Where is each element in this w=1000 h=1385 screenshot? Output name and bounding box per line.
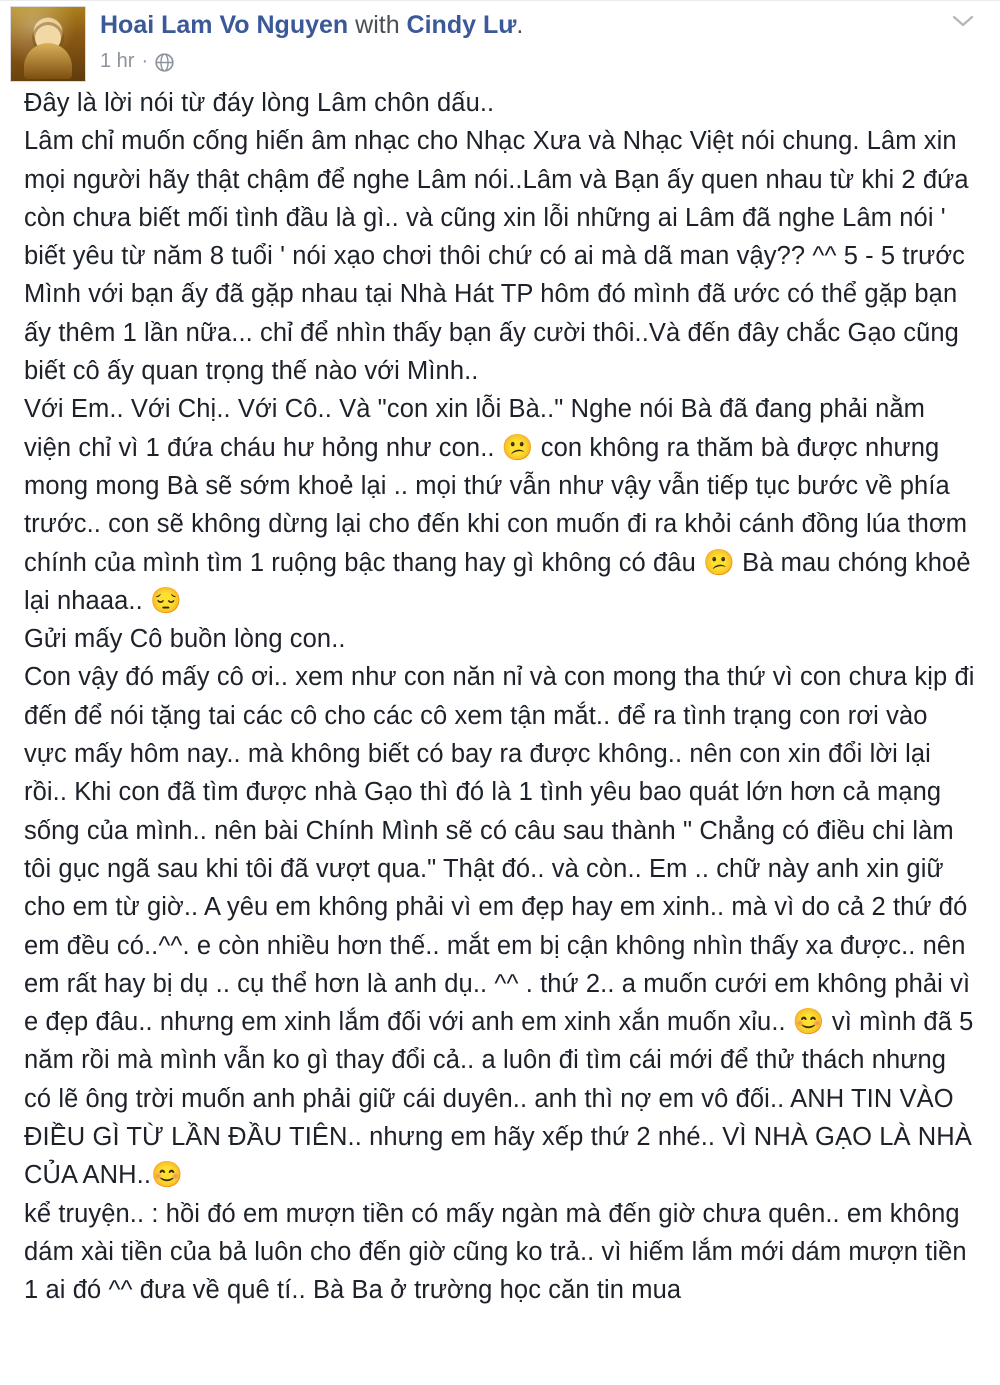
post-paragraph: Con vậy đó mấy cô ơi.. xem như con năn nỉ và con mong tha thứ vì con chưa kịp đi đến để nói tặng tai các cô cho các cô xem tận mắt.. để ra tình trạng con rơi vào vực mấy hôm nay.. mà không biết có bay ra được không.. nên con xin đổi lời lại rồi.. Khi con đã tìm được nhà Gạo thì đó là 1 tình yêu bao quát lớn hơn cả mạng sống của mình.. nên bài Chính Mình sẽ có câu sau thành " Chẳng có điều chi làm tôi gục ngã sau khi tôi đã vượt qua." Thật đó.. và còn.. Em .. chữ này anh xin giữ cho em từ giờ.. A yêu em không phải vì em đẹp hay em xinh.. mà vì do cả 2 thứ đó em đều có..^^. e còn nhiều hơn thế.. mắt em bị cận không nhìn thấy xa được.. nên em rất hay bị dụ .. cụ thể hơn là anh dụ.. ^^ . thứ 2.. a muốn cưới em không phải vì e đẹp đâu.. nhưng em xinh lắm đối với anh em xinh xắn muốn xỉu.. 😊 vì mình đã 5 năm rồi mà mình vẫn ko gì thay đổi cả.. a luôn đi tìm cái mới để thử thách nhưng có lẽ ông trời muốn anh phải giữ cái duyên.. anh thì nợ em vô đối.. ANH TIN VÀO ĐIỀU GÌ TỪ LẦN ĐẦU TIÊN.. nhưng em hãy xếp thứ 2 nhé.. VÌ NHÀ GẠO LÀ NHÀ CỦA ANH..😊 bbox=[24, 663, 975, 1190]
post-paragraph: kể truyện.. : hồi đó em mượn tiền có mấy ngàn mà đến giờ chưa quên.. em không dám xài tiền của bả luôn cho đến giờ cũng ko trả.. vì hiếm lắm mới dám mượn tiền 1 ai đó ^^ đưa về quê tí.. Bà Ba ở trường học căn tin mua bbox=[24, 1199, 967, 1305]
byline-period: . bbox=[516, 11, 524, 39]
post-author-link[interactable]: Hoai Lam Vo Nguyen bbox=[100, 11, 349, 39]
post-paragraph: Đây là lời nói từ đáy lòng Lâm chôn dấu.. bbox=[24, 89, 495, 117]
post-byline bbox=[100, 10, 523, 40]
post-header-text bbox=[100, 6, 523, 73]
post-paragraph: Gửi mấy Cô buồn lòng con.. bbox=[24, 625, 346, 654]
post-header bbox=[0, 0, 1000, 84]
post-paragraph: Lâm chỉ muốn cống hiến âm nhạc cho Nhạc Xưa và Nhạc Việt nói chung. Lâm xin mọi người hãy thật chậm để nghe Lâm nói..Lâm và Bạn ấy quen nhau từ khi 2 đứa còn chưa biết mối tình đầu là gì.. và cũng xin lỗi những ai Lâm đã nghe Lâm nói ' biết yêu từ năm 8 tuổi ' nói xạo chơi thôi chứ có ai mà dã man vậy?? ^^ 5 - 5 trước Mình với bạn ấy đã gặp nhau tại Nhà Hát TP hôm đó mình đã ước có thể gặp bạn ấy thêm 1 lần nữa... chỉ để nhìn thấy bạn ấy cười thôi..Và đến đây chắc Gạo cũng biết cô ấy quan trọng thế nào với Mình.. bbox=[24, 127, 969, 386]
post-paragraph: Với Em.. Với Chị.. Với Cô.. Và "con xin lỗi Bà.." Nghe nói Bà đã đang phải nằm viện chỉ vì 1 đứa cháu hư hỏng như con.. 😕 con không ra thăm bà được nhưng mong mong Bà sẽ sớm khoẻ lại .. mọi thứ vẫn như vậy vẫn tiếp tục bước về phía trước.. con sẽ không dừng lại cho đến khi con muốn đi ra khỏi cánh đồng lúa thơm chính của mình tìm 1 ruộng bậc thang hay gì không có đâu 😕 Bà mau chóng khoẻ lại nhaaa.. 😔 bbox=[24, 395, 971, 615]
post-message bbox=[0, 84, 1000, 1310]
chevron-down-icon[interactable] bbox=[952, 14, 974, 28]
post-timestamp[interactable]: 1 hr bbox=[100, 50, 135, 72]
with-word: with bbox=[348, 11, 407, 39]
avatar[interactable] bbox=[10, 6, 86, 82]
tagged-person-link[interactable]: Cindy Lư bbox=[406, 11, 517, 39]
globe-icon[interactable] bbox=[155, 53, 174, 72]
post-meta bbox=[100, 49, 523, 73]
meta-separator: · bbox=[141, 50, 149, 72]
